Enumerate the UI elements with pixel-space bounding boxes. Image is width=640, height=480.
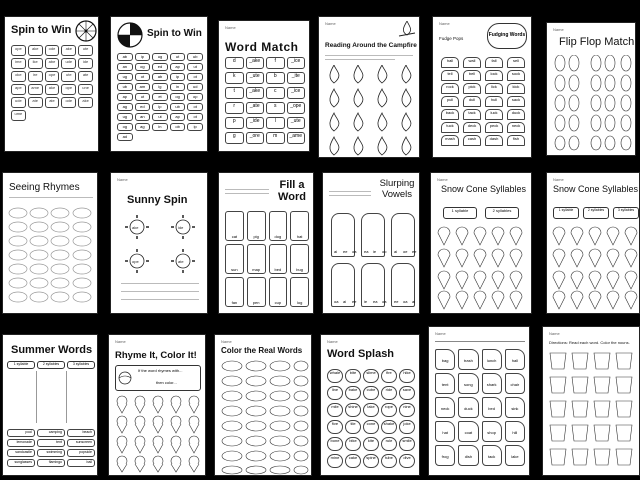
drop-word: ride xyxy=(381,386,397,400)
spinner-icon xyxy=(117,22,143,48)
page-title: Reading Around the Campfire xyxy=(325,42,417,49)
rime-card: _ice xyxy=(287,57,306,69)
pop-word: fall xyxy=(485,57,503,68)
worksheet-thumbnail[interactable]: Name Sunny Spin ake ide ope ate xyxy=(110,172,208,314)
word-tile: tent xyxy=(37,439,65,447)
path-cell: oke xyxy=(11,71,26,82)
worksheet-thumbnail[interactable] xyxy=(110,16,208,152)
sort-header: 3 syllables xyxy=(67,361,95,369)
letter-card: m xyxy=(266,132,285,144)
pitcher-word: duck xyxy=(458,397,478,418)
board-cell: an xyxy=(117,63,133,71)
fill-word-cards xyxy=(225,211,309,309)
worksheet-thumbnail[interactable]: Name Directions: Read each word. Color the nouns. xyxy=(542,326,640,476)
board-cell: ot xyxy=(187,73,203,81)
sort-header: 3 syllables xyxy=(613,207,639,219)
board-cell: ag xyxy=(117,103,133,111)
drop-word: five xyxy=(327,420,343,434)
worksheet-thumbnail[interactable]: Name Snow Cone Syllables 1 syllable 2 syllables xyxy=(430,172,532,314)
rime-card: _ake xyxy=(246,87,265,99)
letter-card: k xyxy=(225,72,244,84)
path-cell: ute xyxy=(61,71,76,82)
drop-word: shine xyxy=(345,403,361,417)
pop-word: dull xyxy=(463,96,481,107)
board-cell: ub xyxy=(187,53,203,61)
worksheet-thumbnail[interactable]: Name Fudge Pops Fudging Words hall wall fall sell tell bell lock sock rock pick lick kick pull dull hull sack back tack luck duck tuck deck peck neck mash cash dash fish xyxy=(432,16,532,158)
pitcher-word: bag xyxy=(435,349,455,370)
path-cell: ime xyxy=(11,58,26,69)
path-cell: ume xyxy=(11,110,26,121)
pitcher-word: sink xyxy=(505,397,525,418)
letter-card: f xyxy=(266,57,285,69)
board-cell: ig xyxy=(152,83,168,91)
drop-word: line xyxy=(327,386,343,400)
picture-card: pen xyxy=(247,277,266,307)
pitcher-word: lunch xyxy=(482,349,502,370)
rime-card: _ore xyxy=(246,132,265,144)
flip-flop-grid xyxy=(552,55,634,151)
picture-card: log xyxy=(290,277,309,307)
ice-cream-grid xyxy=(113,395,203,473)
rime-card: _ute xyxy=(287,117,306,129)
pop-word: rock xyxy=(441,83,459,94)
board-cell: ug xyxy=(152,53,168,61)
letter-card: p xyxy=(225,117,244,129)
path-cell: ate xyxy=(45,97,60,108)
rime-card: _ite xyxy=(287,72,306,84)
word-tile: sunscreen xyxy=(67,439,95,447)
worksheet-thumbnail[interactable]: Name Flip Flop Match xyxy=(546,22,636,156)
drop-word: shake xyxy=(381,420,397,434)
word-tile: flamingo xyxy=(37,459,65,467)
board-cell: ip xyxy=(152,103,168,111)
word-tile: lemonade xyxy=(7,439,35,447)
board-cell: ob xyxy=(170,123,186,131)
page-title: Slurping Vowels xyxy=(379,178,415,200)
drop-word: tube xyxy=(381,454,397,468)
pitcher-word: hat xyxy=(435,421,455,442)
rime-card: _ide xyxy=(246,117,265,129)
worksheet-thumbnail[interactable] xyxy=(4,16,99,152)
worksheet-thumbnail[interactable] xyxy=(218,172,314,314)
path-cell: ope xyxy=(45,71,60,82)
path-cell: ate xyxy=(78,71,93,82)
raindrop-grid xyxy=(327,369,415,473)
rime-card: _ame xyxy=(287,132,306,144)
popsicle-card: ai ee oa xyxy=(331,213,355,257)
picture-card: hat xyxy=(290,211,309,241)
drop-word: smile xyxy=(399,437,415,451)
bucket-grid xyxy=(547,349,637,473)
popsicle-card: oa ai ee xyxy=(331,263,355,307)
sun-spinners xyxy=(115,213,205,275)
board-cell: ap xyxy=(170,113,186,121)
drop-word: mine xyxy=(327,454,343,468)
drop-word: slime xyxy=(363,369,379,383)
path-cell: ake xyxy=(45,84,60,95)
word-board xyxy=(117,53,203,147)
board-cell: ap xyxy=(170,63,186,71)
board-cell: ub xyxy=(170,103,186,111)
pop-word: tuck xyxy=(441,122,459,133)
pop-word: neck xyxy=(507,122,525,133)
pitcher-word: neck xyxy=(435,397,455,418)
word-path xyxy=(11,45,93,145)
path-cell: ode xyxy=(61,97,76,108)
letter-card: r xyxy=(225,102,244,114)
worksheet-thumbnail[interactable] xyxy=(2,172,98,314)
board-cell: og xyxy=(135,63,151,71)
pop-word: luck xyxy=(485,109,503,120)
pop-word: lick xyxy=(485,83,503,94)
page-title: Word Splash xyxy=(327,348,395,360)
page-title: Spin to Win xyxy=(147,28,202,39)
board-cell: ip xyxy=(187,123,203,131)
sun-center-label: ake xyxy=(132,225,139,230)
letter-card: l xyxy=(266,117,285,129)
popsicle-card: ai oe ee xyxy=(391,213,415,257)
pitcher-word: shop xyxy=(482,421,502,442)
sort-header: 1 syllable xyxy=(553,207,579,219)
pitcher-word: song xyxy=(458,373,478,394)
pop-word: cash xyxy=(463,135,481,146)
board-cell: am xyxy=(135,83,151,91)
page-title: Fill a Word xyxy=(278,179,306,204)
picture-card: bed xyxy=(269,244,288,274)
worksheet-thumbnail[interactable] xyxy=(2,334,98,476)
path-cell: ike xyxy=(28,58,43,69)
word-tile: popsicle xyxy=(67,449,95,457)
board-cell: ab xyxy=(117,53,133,61)
path-cell: ide xyxy=(78,58,93,69)
worksheet-thumbnail[interactable]: Name Rhyme It, Color It! If the word rhymes with... then color... xyxy=(108,334,206,476)
snow-cone-grid xyxy=(436,225,528,311)
page-title: Snow Cone Syllables xyxy=(441,184,527,194)
sort-header: 2 syllables xyxy=(485,207,519,219)
worksheet-thumbnail[interactable]: Name Reading Around the Campfire xyxy=(318,16,420,158)
board-cell: ut xyxy=(187,63,203,71)
board-cell: ot xyxy=(187,113,203,121)
drop-word: bite xyxy=(345,369,361,383)
rime-card: _ute xyxy=(246,72,265,84)
path-cell: ate xyxy=(28,97,43,108)
sun-center-label: ate xyxy=(178,259,184,264)
path-cell: ude xyxy=(11,97,26,108)
popsicle-grid xyxy=(331,213,415,309)
drop-word: joke xyxy=(399,420,415,434)
pop-word: mash xyxy=(441,135,459,146)
fudge-pop-grid xyxy=(441,57,525,153)
page-title: Snow Cone Syllables xyxy=(553,184,639,194)
ball-icon xyxy=(118,371,132,385)
path-cell: ope xyxy=(11,45,26,56)
picture-card: cat xyxy=(225,211,244,241)
path-cell: ake xyxy=(28,45,43,56)
worksheet-thumbnail[interactable]: Name Snow Cone Syllables 1 syllable 2 syllables 3 syllables xyxy=(546,172,640,314)
picture-card: dog xyxy=(269,211,288,241)
pitcher-word: frog xyxy=(435,445,455,466)
path-cell: ute xyxy=(78,45,93,56)
letter-card: b xyxy=(266,72,285,84)
pop-word: hull xyxy=(485,96,503,107)
picture-card: pig xyxy=(247,211,266,241)
word-tile: sandcastle xyxy=(7,449,35,457)
path-cell: ape xyxy=(11,84,26,95)
board-cell: ip xyxy=(170,73,186,81)
pop-word: fish xyxy=(507,135,525,146)
page-title: Flip Flop Match xyxy=(559,36,635,48)
pop-word: pull xyxy=(441,96,459,107)
pitcher-grid xyxy=(435,349,525,471)
drop-word: dive xyxy=(399,454,415,468)
board-cell: ed xyxy=(135,103,151,111)
page-title: Summer Words xyxy=(11,344,93,356)
drop-word: save xyxy=(399,386,415,400)
page-title: Rhyme It, Color It! xyxy=(115,350,197,361)
spinner-icon xyxy=(75,20,97,42)
word-cut-out-grid xyxy=(7,429,95,473)
page-title: Word Match xyxy=(225,40,299,54)
rime-card: _ope xyxy=(287,102,306,114)
worksheet-thumbnail[interactable] xyxy=(322,172,420,314)
campfire-grid xyxy=(324,65,416,157)
pitcher-word: dish xyxy=(458,445,478,466)
pop-word: peck xyxy=(485,122,503,133)
word-tile: ball xyxy=(67,459,95,467)
pop-word: pick xyxy=(463,83,481,94)
page-title: Spin to Win xyxy=(11,24,72,36)
picture-card: fan xyxy=(225,277,244,307)
path-cell: une xyxy=(78,84,93,95)
popsicle-card: ea ie oo xyxy=(361,213,385,257)
board-cell: ip xyxy=(135,53,151,61)
board-cell: ed xyxy=(152,63,168,71)
board-cell: ut xyxy=(152,113,168,121)
board-cell: et xyxy=(152,93,168,101)
campfire-icon xyxy=(397,21,417,37)
word-tile: sunglasses xyxy=(7,459,35,467)
key-box: If the word rhymes with... then color... xyxy=(115,365,201,391)
page-title: Color the Real Words xyxy=(221,346,303,355)
path-cell: abe xyxy=(45,58,60,69)
rhyme-bubble-grid xyxy=(8,207,94,303)
drop-word: hike xyxy=(399,369,415,383)
board-cell: ad xyxy=(117,133,133,141)
pop-word: sell xyxy=(507,57,525,68)
board-cell: ut xyxy=(135,93,151,101)
sun-center-label: ide xyxy=(178,225,184,230)
board-cell: og xyxy=(170,93,186,101)
snow-cone-grid xyxy=(551,225,640,311)
board-cell: ag xyxy=(135,123,151,131)
rime-card: _ate xyxy=(246,102,265,114)
pop-word: wall xyxy=(463,57,481,68)
sort-header: 1 syllable xyxy=(443,207,477,219)
sort-header: 1 syllable xyxy=(7,361,35,369)
page-title: Directions: Read each word. Color the nouns. xyxy=(549,340,630,345)
pop-word: sock xyxy=(507,70,525,81)
pop-word: kick xyxy=(507,83,525,94)
pitcher-word: chair xyxy=(505,373,525,394)
pop-word: lock xyxy=(485,70,503,81)
drop-word: nine xyxy=(399,403,415,417)
match-pairs xyxy=(225,57,305,147)
sort-header: 2 syllables xyxy=(583,207,609,219)
drop-word: spine xyxy=(363,454,379,468)
pop-word: bell xyxy=(463,70,481,81)
pop-word: dash xyxy=(485,135,503,146)
page-title: Seeing Rhymes xyxy=(9,182,80,193)
board-cell: ug xyxy=(117,73,133,81)
page-title: Fudge Pops xyxy=(439,36,464,41)
pitcher-word: shark xyxy=(482,373,502,394)
pitcher-word: bed xyxy=(482,397,502,418)
pitcher-word: trash xyxy=(458,349,478,370)
popsicle-card: ie ea oa xyxy=(361,263,385,307)
pitcher-word: tent xyxy=(435,373,455,394)
letter-card: c xyxy=(266,87,285,99)
popsicle-card: ee oa ai xyxy=(391,263,415,307)
picture-card: map xyxy=(247,244,266,274)
board-cell: ud xyxy=(187,83,203,91)
pop-word: tack xyxy=(463,109,481,120)
pitcher-word: hall xyxy=(505,349,525,370)
pop-word: back xyxy=(441,109,459,120)
drop-word: cube xyxy=(363,386,379,400)
pop-word: hall xyxy=(441,57,459,68)
word-tile: swimming xyxy=(37,449,65,457)
board-cell: ut xyxy=(170,53,186,61)
drop-word: cone xyxy=(363,420,379,434)
drop-word: fire xyxy=(381,369,397,383)
pitcher-word: hill xyxy=(505,421,525,442)
title-badge: Fudging Words xyxy=(487,23,527,49)
path-cell: ake xyxy=(78,97,93,108)
sun-center-label: ope xyxy=(132,259,139,264)
crab-grid xyxy=(219,359,309,475)
board-cell: in xyxy=(170,83,186,91)
worksheet-thumbnail[interactable]: Name Word Splash whale bite slime fire hike line bake cube ride save mile shine lake rope nine five tile cone shake joke bone bike kite rule smile mine cake spine tube dive xyxy=(320,334,420,476)
word-tile: beach xyxy=(67,429,95,437)
drop-word: mile xyxy=(327,403,343,417)
path-cell: ode xyxy=(45,45,60,56)
path-cell: ope xyxy=(61,84,76,95)
drop-word: kite xyxy=(363,437,379,451)
worksheet-thumbnail[interactable]: Name Word Match d _ake f _ice k _ute b _ite t _ake c _ice r _ate s _ope p _ide l _ute g _ore m _ame xyxy=(218,20,310,152)
picture-card: bug xyxy=(290,244,309,274)
board-cell: an xyxy=(135,113,151,121)
path-cell: ude xyxy=(61,58,76,69)
drop-word: whale xyxy=(327,369,343,383)
drop-word: tile xyxy=(345,420,361,434)
board-cell: op xyxy=(187,93,203,101)
board-cell: ub xyxy=(117,83,133,91)
pop-word: tell xyxy=(441,70,459,81)
letter-card: t xyxy=(225,87,244,99)
board-cell: ot xyxy=(187,103,203,111)
page-title: Sunny Spin xyxy=(127,194,188,206)
pop-word: deck xyxy=(463,122,481,133)
path-cell: ame xyxy=(28,84,43,95)
drop-word: lake xyxy=(363,403,379,417)
path-cell: ire xyxy=(28,71,43,82)
drop-word: cake xyxy=(345,454,361,468)
drop-word: bake xyxy=(345,386,361,400)
rime-card: _ice xyxy=(287,87,306,99)
drop-word: bone xyxy=(327,437,343,451)
letter-card: g xyxy=(225,132,244,144)
pop-word: sack xyxy=(507,96,525,107)
worksheet-thumbnail[interactable]: Name bag trash lunch hall tent song shark chair neck duck bed sink hat coat shop hill frog dish tack lake xyxy=(428,326,530,476)
sort-header: 2 syllables xyxy=(37,361,65,369)
word-tile: pool xyxy=(7,429,35,437)
drop-word: rule xyxy=(381,437,397,451)
board-cell: ap xyxy=(117,93,133,101)
picture-card: sun xyxy=(225,244,244,274)
pop-word: duck xyxy=(507,109,525,120)
letter-card: d xyxy=(225,57,244,69)
drop-word: rope xyxy=(381,403,397,417)
letter-card: s xyxy=(266,102,285,114)
path-cell: ake xyxy=(61,45,76,56)
rime-card: _ake xyxy=(246,57,265,69)
board-cell: in xyxy=(152,123,168,131)
board-cell: ab xyxy=(152,73,168,81)
picture-card: cup xyxy=(269,277,288,307)
board-cell: ot xyxy=(135,73,151,81)
board-cell: ug xyxy=(117,113,133,121)
pitcher-word: tack xyxy=(482,445,502,466)
drop-word: bike xyxy=(345,437,361,451)
pitcher-word: coat xyxy=(458,421,478,442)
word-tile: camping xyxy=(37,429,65,437)
worksheet-thumbnail[interactable]: Name Color the Real Words xyxy=(214,334,312,476)
board-cell: og xyxy=(117,123,133,131)
pitcher-word: lake xyxy=(505,445,525,466)
